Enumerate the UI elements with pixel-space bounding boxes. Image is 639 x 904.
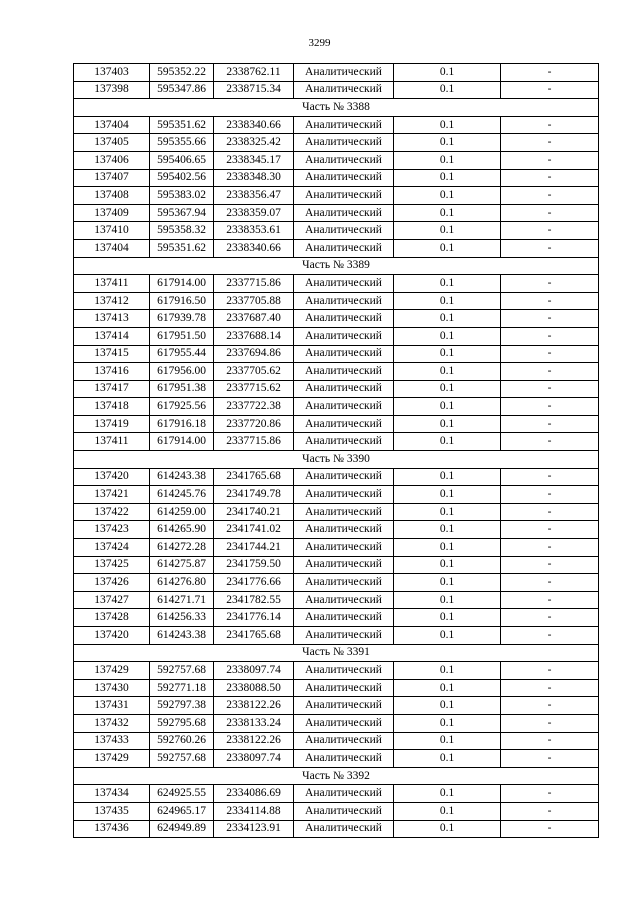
method-cell: Аналитический [294, 574, 394, 592]
x-coordinate-cell: 617916.50 [150, 292, 214, 310]
point-number-cell: 137403 [74, 64, 150, 82]
method-cell: Аналитический [294, 609, 394, 627]
section-header-row [74, 451, 599, 469]
note-cell: - [501, 64, 599, 82]
note-cell: - [501, 398, 599, 416]
y-coordinate-cell: 2341759.50 [214, 556, 294, 574]
accuracy-cell: 0.1 [394, 521, 501, 539]
x-coordinate-cell: 617916.18 [150, 415, 214, 433]
y-coordinate-cell: 2338133.24 [214, 714, 294, 732]
x-coordinate-cell: 617914.00 [150, 433, 214, 451]
x-coordinate-cell: 595367.94 [150, 204, 214, 222]
section-header-row [74, 644, 599, 662]
y-coordinate-cell: 2341744.21 [214, 539, 294, 557]
table-row [74, 81, 599, 99]
table-row [74, 292, 599, 310]
table-row [74, 415, 599, 433]
method-cell: Аналитический [294, 345, 394, 363]
point-number-cell: 137404 [74, 239, 150, 257]
note-cell: - [501, 679, 599, 697]
table-row [74, 591, 599, 609]
y-coordinate-cell: 2338359.07 [214, 204, 294, 222]
method-cell: Аналитический [294, 468, 394, 486]
x-coordinate-cell: 595352.22 [150, 64, 214, 82]
accuracy-cell: 0.1 [394, 609, 501, 627]
note-cell: - [501, 204, 599, 222]
method-cell: Аналитический [294, 820, 394, 838]
note-cell: - [501, 433, 599, 451]
accuracy-cell: 0.1 [394, 662, 501, 680]
point-number-cell: 137433 [74, 732, 150, 750]
method-cell: Аналитический [294, 802, 394, 820]
point-number-cell: 137409 [74, 204, 150, 222]
accuracy-cell: 0.1 [394, 310, 501, 328]
point-number-cell: 137428 [74, 609, 150, 627]
section-header-row [74, 767, 599, 785]
point-number-cell: 137431 [74, 697, 150, 715]
y-coordinate-cell: 2341740.21 [214, 503, 294, 521]
accuracy-cell: 0.1 [394, 802, 501, 820]
point-number-cell: 137404 [74, 116, 150, 134]
accuracy-cell: 0.1 [394, 292, 501, 310]
method-cell: Аналитический [294, 785, 394, 803]
x-coordinate-cell: 595383.02 [150, 187, 214, 205]
method-cell: Аналитический [294, 591, 394, 609]
table-row [74, 820, 599, 838]
note-cell: - [501, 820, 599, 838]
point-number-cell: 137405 [74, 134, 150, 152]
accuracy-cell: 0.1 [394, 732, 501, 750]
point-number-cell: 137412 [74, 292, 150, 310]
x-coordinate-cell: 614243.38 [150, 468, 214, 486]
table-row [74, 662, 599, 680]
accuracy-cell: 0.1 [394, 714, 501, 732]
point-number-cell: 137423 [74, 521, 150, 539]
accuracy-cell: 0.1 [394, 204, 501, 222]
method-cell: Аналитический [294, 64, 394, 82]
method-cell: Аналитический [294, 486, 394, 504]
note-cell: - [501, 591, 599, 609]
table-row [74, 539, 599, 557]
y-coordinate-cell: 2341741.02 [214, 521, 294, 539]
x-coordinate-cell: 617925.56 [150, 398, 214, 416]
note-cell: - [501, 714, 599, 732]
y-coordinate-cell: 2338356.47 [214, 187, 294, 205]
x-coordinate-cell: 614275.87 [150, 556, 214, 574]
point-number-cell: 137432 [74, 714, 150, 732]
point-number-cell: 137425 [74, 556, 150, 574]
coordinates-table [73, 63, 599, 838]
point-number-cell: 137426 [74, 574, 150, 592]
accuracy-cell: 0.1 [394, 679, 501, 697]
note-cell: - [501, 380, 599, 398]
y-coordinate-cell: 2338345.17 [214, 151, 294, 169]
accuracy-cell: 0.1 [394, 750, 501, 768]
point-number-cell: 137411 [74, 433, 150, 451]
point-number-cell: 137408 [74, 187, 150, 205]
point-number-cell: 137421 [74, 486, 150, 504]
y-coordinate-cell: 2341776.66 [214, 574, 294, 592]
accuracy-cell: 0.1 [394, 64, 501, 82]
note-cell: - [501, 732, 599, 750]
accuracy-cell: 0.1 [394, 398, 501, 416]
table-row [74, 64, 599, 82]
point-number-cell: 137420 [74, 468, 150, 486]
table-row [74, 503, 599, 521]
method-cell: Аналитический [294, 732, 394, 750]
table-row [74, 204, 599, 222]
accuracy-cell: 0.1 [394, 697, 501, 715]
y-coordinate-cell: 2341782.55 [214, 591, 294, 609]
accuracy-cell: 0.1 [394, 363, 501, 381]
x-coordinate-cell: 614259.00 [150, 503, 214, 521]
note-cell: - [501, 785, 599, 803]
section-title: Часть № 3390 [74, 451, 599, 469]
accuracy-cell: 0.1 [394, 81, 501, 99]
accuracy-cell: 0.1 [394, 169, 501, 187]
section-header-row [74, 257, 599, 275]
note-cell: - [501, 697, 599, 715]
note-cell: - [501, 363, 599, 381]
table-row [74, 116, 599, 134]
y-coordinate-cell: 2337694.86 [214, 345, 294, 363]
x-coordinate-cell: 595347.86 [150, 81, 214, 99]
x-coordinate-cell: 617914.00 [150, 275, 214, 293]
accuracy-cell: 0.1 [394, 820, 501, 838]
note-cell: - [501, 627, 599, 645]
y-coordinate-cell: 2337705.62 [214, 363, 294, 381]
method-cell: Аналитический [294, 415, 394, 433]
note-cell: - [501, 310, 599, 328]
point-number-cell: 137427 [74, 591, 150, 609]
y-coordinate-cell: 2341765.68 [214, 627, 294, 645]
y-coordinate-cell: 2337687.40 [214, 310, 294, 328]
note-cell: - [501, 609, 599, 627]
method-cell: Аналитический [294, 151, 394, 169]
x-coordinate-cell: 595402.56 [150, 169, 214, 187]
y-coordinate-cell: 2334114.88 [214, 802, 294, 820]
point-number-cell: 137411 [74, 275, 150, 293]
y-coordinate-cell: 2337715.62 [214, 380, 294, 398]
x-coordinate-cell: 592771.18 [150, 679, 214, 697]
x-coordinate-cell: 592795.68 [150, 714, 214, 732]
point-number-cell: 137424 [74, 539, 150, 557]
note-cell: - [501, 539, 599, 557]
x-coordinate-cell: 614276.80 [150, 574, 214, 592]
note-cell: - [501, 187, 599, 205]
note-cell: - [501, 750, 599, 768]
accuracy-cell: 0.1 [394, 433, 501, 451]
coordinates-table-body [74, 64, 599, 838]
method-cell: Аналитический [294, 239, 394, 257]
y-coordinate-cell: 2338097.74 [214, 750, 294, 768]
x-coordinate-cell: 624949.89 [150, 820, 214, 838]
x-coordinate-cell: 617951.38 [150, 380, 214, 398]
y-coordinate-cell: 2341765.68 [214, 468, 294, 486]
section-title: Часть № 3392 [74, 767, 599, 785]
point-number-cell: 137429 [74, 662, 150, 680]
method-cell: Аналитический [294, 222, 394, 240]
table-row [74, 679, 599, 697]
note-cell: - [501, 556, 599, 574]
x-coordinate-cell: 614271.71 [150, 591, 214, 609]
accuracy-cell: 0.1 [394, 415, 501, 433]
method-cell: Аналитический [294, 433, 394, 451]
x-coordinate-cell: 617955.44 [150, 345, 214, 363]
accuracy-cell: 0.1 [394, 468, 501, 486]
y-coordinate-cell: 2337705.88 [214, 292, 294, 310]
point-number-cell: 137414 [74, 327, 150, 345]
accuracy-cell: 0.1 [394, 539, 501, 557]
accuracy-cell: 0.1 [394, 187, 501, 205]
y-coordinate-cell: 2334123.91 [214, 820, 294, 838]
note-cell: - [501, 292, 599, 310]
method-cell: Аналитический [294, 521, 394, 539]
y-coordinate-cell: 2337722.38 [214, 398, 294, 416]
accuracy-cell: 0.1 [394, 239, 501, 257]
table-row [74, 521, 599, 539]
note-cell: - [501, 486, 599, 504]
note-cell: - [501, 239, 599, 257]
method-cell: Аналитический [294, 310, 394, 328]
accuracy-cell: 0.1 [394, 503, 501, 521]
method-cell: Аналитический [294, 627, 394, 645]
note-cell: - [501, 81, 599, 99]
note-cell: - [501, 327, 599, 345]
section-title: Часть № 3389 [74, 257, 599, 275]
x-coordinate-cell: 624925.55 [150, 785, 214, 803]
x-coordinate-cell: 595351.62 [150, 239, 214, 257]
table-row [74, 151, 599, 169]
note-cell: - [501, 134, 599, 152]
section-title: Часть № 3391 [74, 644, 599, 662]
y-coordinate-cell: 2337715.86 [214, 275, 294, 293]
table-row [74, 785, 599, 803]
method-cell: Аналитический [294, 556, 394, 574]
table-row [74, 802, 599, 820]
table-row [74, 345, 599, 363]
point-number-cell: 137422 [74, 503, 150, 521]
method-cell: Аналитический [294, 697, 394, 715]
y-coordinate-cell: 2337720.86 [214, 415, 294, 433]
accuracy-cell: 0.1 [394, 275, 501, 293]
x-coordinate-cell: 617951.50 [150, 327, 214, 345]
point-number-cell: 137410 [74, 222, 150, 240]
note-cell: - [501, 151, 599, 169]
accuracy-cell: 0.1 [394, 486, 501, 504]
x-coordinate-cell: 595406.65 [150, 151, 214, 169]
table-row [74, 275, 599, 293]
note-cell: - [501, 662, 599, 680]
table-row [74, 697, 599, 715]
y-coordinate-cell: 2341749.78 [214, 486, 294, 504]
x-coordinate-cell: 592797.38 [150, 697, 214, 715]
y-coordinate-cell: 2337715.86 [214, 433, 294, 451]
y-coordinate-cell: 2338122.26 [214, 732, 294, 750]
table-row [74, 714, 599, 732]
accuracy-cell: 0.1 [394, 591, 501, 609]
table-row [74, 222, 599, 240]
note-cell: - [501, 468, 599, 486]
accuracy-cell: 0.1 [394, 345, 501, 363]
section-title: Часть № 3388 [74, 99, 599, 117]
accuracy-cell: 0.1 [394, 785, 501, 803]
y-coordinate-cell: 2341776.14 [214, 609, 294, 627]
point-number-cell: 137434 [74, 785, 150, 803]
method-cell: Аналитический [294, 380, 394, 398]
table-row [74, 187, 599, 205]
method-cell: Аналитический [294, 662, 394, 680]
method-cell: Аналитический [294, 398, 394, 416]
x-coordinate-cell: 592757.68 [150, 750, 214, 768]
point-number-cell: 137420 [74, 627, 150, 645]
method-cell: Аналитический [294, 187, 394, 205]
table-row [74, 310, 599, 328]
accuracy-cell: 0.1 [394, 151, 501, 169]
method-cell: Аналитический [294, 363, 394, 381]
accuracy-cell: 0.1 [394, 574, 501, 592]
x-coordinate-cell: 624965.17 [150, 802, 214, 820]
note-cell: - [501, 345, 599, 363]
x-coordinate-cell: 595355.66 [150, 134, 214, 152]
method-cell: Аналитический [294, 750, 394, 768]
note-cell: - [501, 574, 599, 592]
point-number-cell: 137436 [74, 820, 150, 838]
section-header-row [74, 99, 599, 117]
table-row [74, 398, 599, 416]
table-row [74, 239, 599, 257]
method-cell: Аналитический [294, 292, 394, 310]
method-cell: Аналитический [294, 503, 394, 521]
y-coordinate-cell: 2338353.61 [214, 222, 294, 240]
point-number-cell: 137406 [74, 151, 150, 169]
accuracy-cell: 0.1 [394, 222, 501, 240]
table-row [74, 750, 599, 768]
method-cell: Аналитический [294, 81, 394, 99]
x-coordinate-cell: 617939.78 [150, 310, 214, 328]
y-coordinate-cell: 2338340.66 [214, 116, 294, 134]
method-cell: Аналитический [294, 204, 394, 222]
y-coordinate-cell: 2338340.66 [214, 239, 294, 257]
x-coordinate-cell: 614265.90 [150, 521, 214, 539]
point-number-cell: 137417 [74, 380, 150, 398]
point-number-cell: 137419 [74, 415, 150, 433]
x-coordinate-cell: 617956.00 [150, 363, 214, 381]
table-row [74, 380, 599, 398]
method-cell: Аналитический [294, 714, 394, 732]
note-cell: - [501, 415, 599, 433]
y-coordinate-cell: 2334086.69 [214, 785, 294, 803]
point-number-cell: 137435 [74, 802, 150, 820]
x-coordinate-cell: 592757.68 [150, 662, 214, 680]
note-cell: - [501, 169, 599, 187]
y-coordinate-cell: 2338122.26 [214, 697, 294, 715]
method-cell: Аналитический [294, 327, 394, 345]
y-coordinate-cell: 2338715.34 [214, 81, 294, 99]
table-row [74, 433, 599, 451]
note-cell: - [501, 222, 599, 240]
note-cell: - [501, 116, 599, 134]
page-number: 3299 [308, 37, 331, 49]
point-number-cell: 137416 [74, 363, 150, 381]
table-row [74, 327, 599, 345]
x-coordinate-cell: 614256.33 [150, 609, 214, 627]
accuracy-cell: 0.1 [394, 556, 501, 574]
y-coordinate-cell: 2338762.11 [214, 64, 294, 82]
note-cell: - [501, 521, 599, 539]
x-coordinate-cell: 614272.28 [150, 539, 214, 557]
table-row [74, 609, 599, 627]
method-cell: Аналитический [294, 116, 394, 134]
method-cell: Аналитический [294, 169, 394, 187]
point-number-cell: 137429 [74, 750, 150, 768]
table-row [74, 486, 599, 504]
y-coordinate-cell: 2338088.50 [214, 679, 294, 697]
method-cell: Аналитический [294, 134, 394, 152]
note-cell: - [501, 275, 599, 293]
table-row [74, 574, 599, 592]
note-cell: - [501, 503, 599, 521]
method-cell: Аналитический [294, 679, 394, 697]
y-coordinate-cell: 2338097.74 [214, 662, 294, 680]
accuracy-cell: 0.1 [394, 627, 501, 645]
table-row [74, 363, 599, 381]
y-coordinate-cell: 2338348.30 [214, 169, 294, 187]
point-number-cell: 137415 [74, 345, 150, 363]
x-coordinate-cell: 595358.32 [150, 222, 214, 240]
point-number-cell: 137398 [74, 81, 150, 99]
x-coordinate-cell: 592760.26 [150, 732, 214, 750]
point-number-cell: 137407 [74, 169, 150, 187]
method-cell: Аналитический [294, 539, 394, 557]
table-row [74, 468, 599, 486]
x-coordinate-cell: 614243.38 [150, 627, 214, 645]
table-row [74, 556, 599, 574]
accuracy-cell: 0.1 [394, 380, 501, 398]
table-row [74, 627, 599, 645]
point-number-cell: 137418 [74, 398, 150, 416]
note-cell: - [501, 802, 599, 820]
table-row [74, 169, 599, 187]
point-number-cell: 137413 [74, 310, 150, 328]
y-coordinate-cell: 2337688.14 [214, 327, 294, 345]
table-row [74, 732, 599, 750]
x-coordinate-cell: 595351.62 [150, 116, 214, 134]
y-coordinate-cell: 2338325.42 [214, 134, 294, 152]
accuracy-cell: 0.1 [394, 327, 501, 345]
accuracy-cell: 0.1 [394, 134, 501, 152]
point-number-cell: 137430 [74, 679, 150, 697]
table-row [74, 134, 599, 152]
accuracy-cell: 0.1 [394, 116, 501, 134]
x-coordinate-cell: 614245.76 [150, 486, 214, 504]
method-cell: Аналитический [294, 275, 394, 293]
